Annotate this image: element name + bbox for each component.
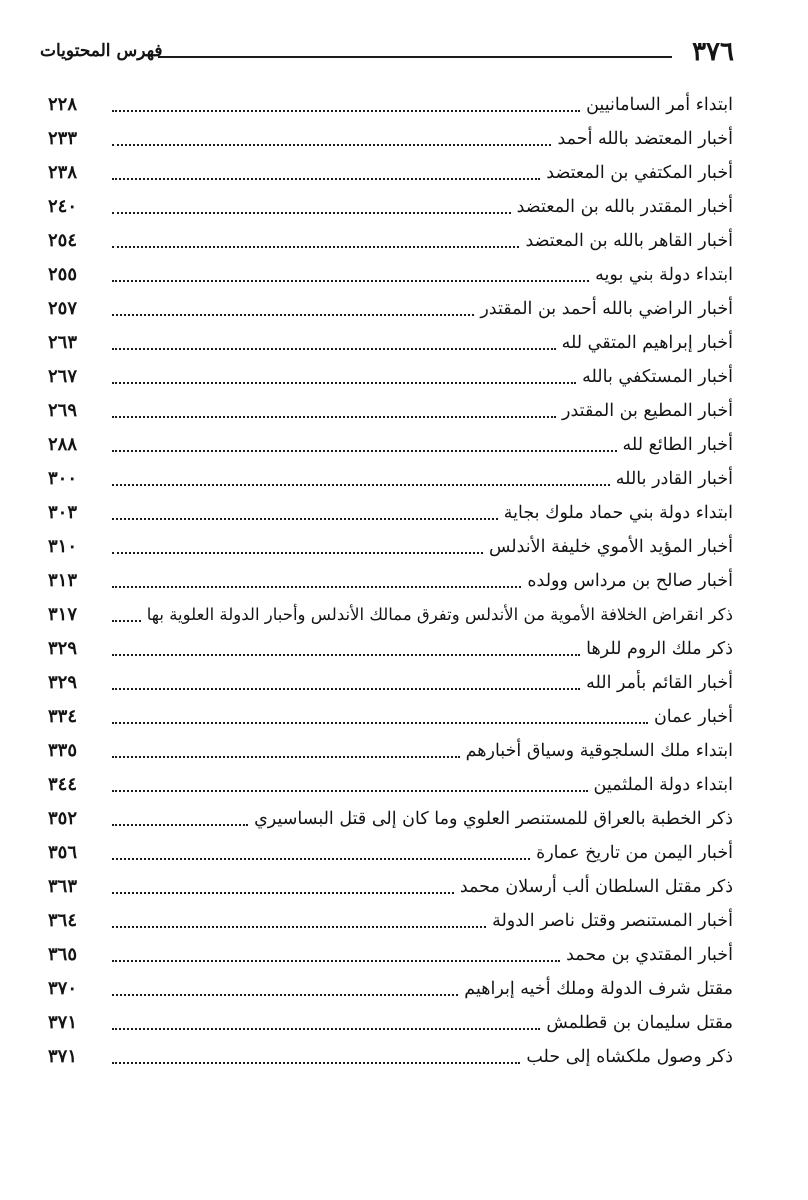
toc-entry	[48, 870, 733, 904]
toc-entry-title: ابتداء دولة الملثمين	[593, 775, 733, 795]
toc-entry-page: ٢٦٧	[48, 366, 78, 387]
toc-entry	[48, 1006, 733, 1040]
toc-entry-title: ذكر انقراض الخلافة الأموية من الأندلس وتفرق ممالك الأندلس وأحبار الدولة العلوية بها	[146, 605, 733, 624]
toc-entry-page: ٣١٣	[48, 570, 78, 591]
dot-leader	[112, 1028, 540, 1030]
toc-entry-page: ٣٧١	[48, 1046, 78, 1067]
toc-entry	[48, 496, 733, 530]
toc-entry-page: ٣٣٤	[48, 706, 78, 727]
toc-entry-page: ٢٣٨	[48, 162, 78, 183]
toc-entry-page: ٣٦٥	[48, 944, 78, 965]
toc-entry-title: أخبار المطيع بن المقتدر	[562, 401, 733, 421]
dot-leader	[112, 586, 521, 588]
toc-entry	[48, 1040, 733, 1074]
toc-entry	[48, 598, 733, 632]
dot-leader	[112, 280, 589, 282]
toc-entry	[48, 394, 733, 428]
toc-entry-title: ذكر الخطبة بالعراق للمستنصر العلوي وما كان إلى قتل البساسيري	[254, 809, 733, 829]
toc-entry-title: ذكر وصول ملكشاه إلى حلب	[526, 1047, 733, 1067]
toc-entry-page: ٢٣٣	[48, 128, 78, 149]
dot-leader	[112, 246, 519, 248]
toc-entry-page: ٣١٧	[48, 604, 78, 625]
dot-leader	[112, 1062, 520, 1064]
toc-entry-title: أخبار المقتدي بن محمد	[566, 945, 733, 965]
toc-entry-page: ٣٧١	[48, 1012, 78, 1033]
toc-entry-title: أخبار صالح بن مرداس وولده	[527, 571, 733, 591]
toc-entry	[48, 258, 733, 292]
toc-entry	[48, 666, 733, 700]
dot-leader	[112, 552, 483, 554]
toc-entry	[48, 700, 733, 734]
toc-entry-page: ٣٣٥	[48, 740, 78, 761]
toc-entry	[48, 224, 733, 258]
toc-entry-page: ٣٢٩	[48, 672, 78, 693]
toc-entry	[48, 768, 733, 802]
toc-entry-page: ٢٦٣	[48, 332, 78, 353]
toc-entry	[48, 972, 733, 1006]
toc-entry-page: ٢٥٥	[48, 264, 78, 285]
toc-entry-page: ٣٦٣	[48, 876, 78, 897]
toc-entry-page: ٢٥٧	[48, 298, 78, 319]
dot-leader	[112, 484, 610, 486]
toc-entry-page: ٢٦٩	[48, 400, 78, 421]
toc-entry-page: ٢٤٠	[48, 196, 78, 217]
page-header	[40, 34, 734, 74]
toc-entry-title: أخبار الطائع لله	[622, 435, 733, 455]
dot-leader	[112, 654, 580, 656]
table-of-contents	[48, 88, 733, 1074]
toc-entry-title: مقتل شرف الدولة وملك أخيه إبراهيم	[464, 979, 733, 999]
toc-entry-title: أخبار المستكفي بالله	[582, 367, 733, 387]
header-rule	[158, 56, 672, 58]
toc-entry-page: ٣٥٢	[48, 808, 78, 829]
toc-entry-title: أخبار المعتضد بالله أحمد	[557, 129, 733, 149]
dot-leader	[112, 960, 560, 962]
toc-entry-title: ابتداء دولة بني بويه	[595, 265, 733, 285]
toc-entry-title: أخبار المستنصر وقتل ناصر الدولة	[492, 911, 733, 931]
toc-entry-page: ٣٦٤	[48, 910, 78, 931]
toc-entry	[48, 156, 733, 190]
toc-entry	[48, 190, 733, 224]
toc-entry-page: ٢٨٨	[48, 434, 78, 455]
dot-leader	[112, 926, 486, 928]
dot-leader	[112, 382, 576, 384]
toc-entry-title: أخبار المؤيد الأموي خليفة الأندلس	[488, 537, 733, 557]
dot-leader	[112, 790, 588, 792]
toc-entry	[48, 462, 733, 496]
toc-entry-title: أخبار القاهر بالله بن المعتضد	[525, 231, 733, 251]
toc-entry-title: أخبار القائم بأمر الله	[586, 673, 733, 693]
dot-leader	[112, 212, 511, 214]
toc-entry	[48, 326, 733, 360]
toc-entry-title: أخبار القادر بالله	[615, 469, 733, 489]
toc-entry-page: ٣١٠	[48, 536, 78, 557]
page-number: ٣٧٦	[692, 37, 734, 67]
toc-entry-page: ٣٠٣	[48, 502, 78, 523]
toc-entry-title: ذكر ملك الروم للرها	[586, 639, 733, 659]
toc-entry-page: ٣٧٠	[48, 978, 78, 999]
toc-entry	[48, 836, 733, 870]
toc-entry	[48, 292, 733, 326]
toc-entry	[48, 564, 733, 598]
toc-entry-page: ٣٥٦	[48, 842, 78, 863]
toc-entry-title: أخبار المقتدر بالله بن المعتضد	[516, 197, 733, 217]
toc-entry-page: ٣٢٩	[48, 638, 78, 659]
toc-entry-title: ابتداء ملك السلجوقية وسياق أخبارهم	[465, 741, 733, 761]
dot-leader	[112, 416, 556, 418]
toc-entry-page: ٢٢٨	[48, 94, 78, 115]
toc-entry	[48, 428, 733, 462]
toc-entry	[48, 530, 733, 564]
dot-leader	[112, 450, 617, 452]
dot-leader	[112, 892, 454, 894]
dot-leader	[112, 858, 530, 860]
toc-entry-page: ٣٤٤	[48, 774, 78, 795]
toc-entry-title: أخبار المكتفي بن المعتضد	[546, 163, 733, 183]
toc-entry-title: ابتداء دولة بني حماد ملوك بجاية	[503, 503, 733, 523]
toc-entry	[48, 632, 733, 666]
dot-leader	[112, 314, 474, 316]
dot-leader	[112, 178, 540, 180]
dot-leader	[112, 688, 580, 690]
toc-entry-title: أخبار اليمن من تاريخ عمارة	[536, 843, 733, 863]
toc-entry-title: ابتداء أمر السامانيين	[586, 95, 733, 115]
toc-entry-title: ذكر مقتل السلطان ألب أرسلان محمد	[459, 877, 733, 897]
toc-entry-title: مقتل سليمان بن قطلمش	[546, 1013, 733, 1033]
dot-leader	[112, 110, 580, 112]
toc-entry-title: أخبار عمان	[653, 707, 733, 727]
toc-entry	[48, 360, 733, 394]
running-title: فهرس المحتويات	[40, 41, 163, 61]
toc-entry-title: أخبار إبراهيم المتقي لله	[561, 333, 733, 353]
toc-entry	[48, 734, 733, 768]
toc-entry	[48, 938, 733, 972]
dot-leader	[112, 620, 141, 622]
toc-entry-page: ٢٥٤	[48, 230, 78, 251]
dot-leader	[112, 518, 498, 520]
toc-entry	[48, 904, 733, 938]
dot-leader	[112, 348, 556, 350]
dot-leader	[112, 756, 460, 758]
toc-entry	[48, 88, 733, 122]
dot-leader	[112, 144, 551, 146]
dot-leader	[112, 824, 248, 826]
toc-entry	[48, 802, 733, 836]
toc-entry	[48, 122, 733, 156]
dot-leader	[112, 994, 458, 996]
toc-entry-title: أخبار الراضي بالله أحمد بن المقتدر	[480, 299, 733, 319]
toc-entry-page: ٣٠٠	[48, 468, 78, 489]
dot-leader	[112, 722, 648, 724]
